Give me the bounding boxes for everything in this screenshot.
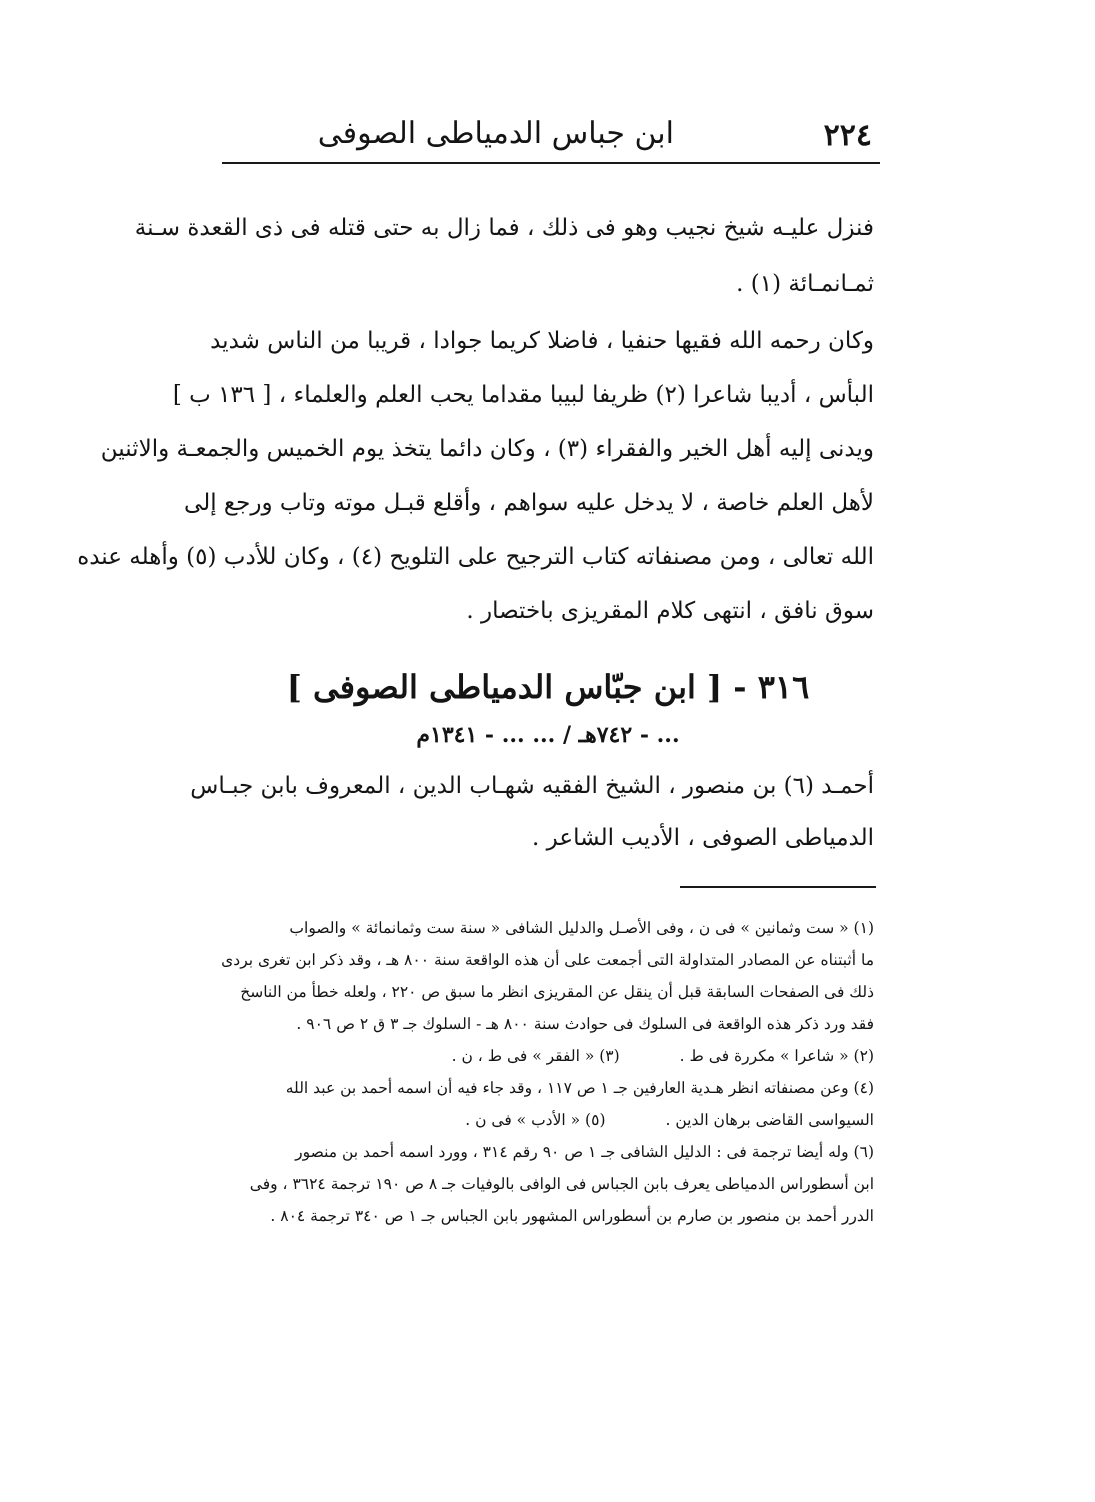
text-line: فنزل عليـه شيخ نجيب وهو فى ذلك ، فما زال به حتى قتله فى ذى القعدة سـنة [134, 215, 874, 241]
running-title: ابن جباس الدمياطى الصوفى [317, 116, 674, 151]
text-line: الله تعالى ، ومن مصنفاته كتاب الترجيح على التلويح (٤) ، وكان للأدب (٥) وأهله عنده [77, 544, 874, 570]
text-line: لأهل العلم خاصة ، لا يدخل عليه سواهم ، وأقلع قبـل موته وتاب ورجع إلى [184, 490, 874, 516]
footnote-5: (٥) « الأدب » فى ن . [465, 1111, 606, 1129]
text-line: سوق نافق ، انتهى كلام المقريزى باختصار . [466, 598, 874, 624]
footnote-rule [680, 886, 876, 888]
footnote-1-line: ذلك فى الصفحات السابقة قبل أن ينقل عن المقريزى انظر ما سبق ص ٢٢٠ ، ولعله خطأ من الناسخ [240, 983, 874, 1001]
page-header [222, 112, 880, 164]
footnote-1-line: ما أثبتناه عن المصادر المتداولة التى أجمعت على أن هذه الواقعة سنة ٨٠٠ هـ ، وقد ذكر ابن تغرى بردى [221, 951, 874, 969]
page-number: ٢٢٤ [823, 118, 872, 153]
footnote-4-line: (٤) وعن مصنفاته انظر هـدية العارفين جـ ١ ص ١١٧ ، وقد جاء فيه أن اسمه أحمد بن عبد الله [285, 1079, 874, 1097]
paragraph-1 [134, 200, 874, 312]
footnote-2-3-line [222, 1040, 874, 1072]
footnote-6-line: (٦) وله أيضا ترجمة فى : الدليل الشافى جـ ١ ص ٩٠ رقم ٣١٤ ، وورد اسمه أحمد بن منصور [295, 1143, 874, 1161]
footnotes [222, 912, 874, 1232]
paragraph-2 [77, 314, 874, 638]
header-rule [222, 162, 880, 164]
entry-dates: ... - ٧٤٢هـ / ... ... - ١٣٤١م [416, 722, 680, 748]
footnote-3: (٣) « الفقر » فى ط ، ن . [451, 1047, 620, 1065]
footnote-1-line: (١) « ست وثمانين » فى ن ، وفى الأصـل والدليل الشافى « سنة ست وثمانمائة » والصواب [289, 919, 874, 937]
text-line: وكان رحمه الله فقيها حنفيا ، فاضلا كريما جوادا ، قريبا من الناس شديد [210, 328, 874, 354]
footnote-4-continued: السيواسى القاضى برهان الدين . [665, 1111, 874, 1129]
text-line: أحمـد (٦) بن منصور ، الشيخ الفقيه شهـاب الدين ، المعروف بابن جبـاس [190, 773, 874, 799]
text-line: البأس ، أديبا شاعرا (٢) ظريفا لبيبا مقداما يحب العلم والعلماء ، [ ١٣٦ ب ] [172, 382, 874, 408]
paragraph-3 [190, 760, 874, 864]
footnote-1-line: فقد ورد ذكر هذه الواقعة فى السلوك فى حوادث سنة ٨٠٠ هـ - السلوك جـ ٣ ق ٢ ص ٩٠٦ . [296, 1015, 874, 1033]
entry-title: ٣١٦ - [ ابن جبّاس الدمياطى الصوفى ] [286, 668, 810, 706]
text-line: ثمـانمـائة (١) . [736, 271, 874, 297]
footnote-6-line: الدرر أحمد بن منصور بن صارم بن أسطوراس المشهور بابن الجباس جـ ١ ص ٣٤٠ ترجمة ٨٠٤ . [270, 1207, 874, 1225]
footnote-2: (٢) « شاعرا » مكررة فى ط . [679, 1047, 874, 1065]
footnote-6-line: ابن أسطوراس الدمياطى يعرف بابن الجباس فى الوافى بالوفيات جـ ٨ ص ١٩٠ ترجمة ٣٦٢٤ ، وفى [249, 1175, 874, 1193]
footnote-4-5-line [222, 1104, 874, 1136]
text-line: ويدنى إليه أهل الخير والفقراء (٣) ، وكان دائما يتخذ يوم الخميس والجمعـة والاثنين [100, 436, 874, 462]
text-line: الدمياطى الصوفى ، الأديب الشاعر . [532, 825, 874, 851]
